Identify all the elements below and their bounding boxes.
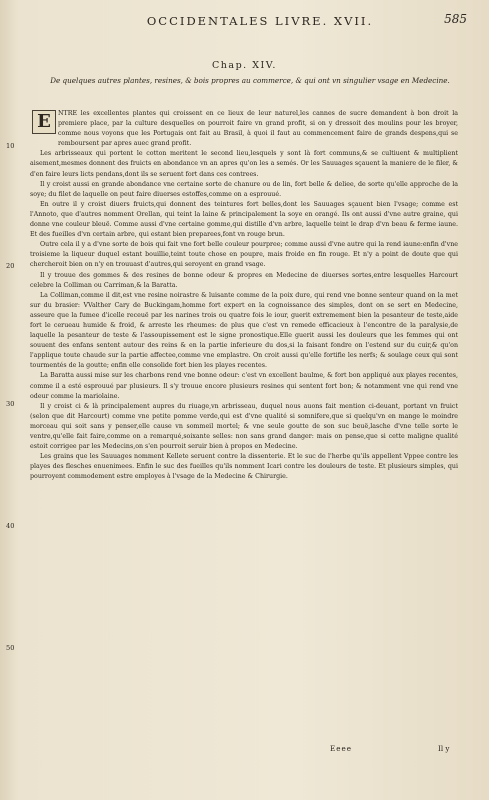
paragraph: La Colliman,comme il dit,est vne resine noirastre & luisante comme de la poix dure, qui rend vne bonne senteur quand on la met sur du brasier: VValther Cary de Buckingam,homme fort expert en la cognoissance des simples, dont on se sert en Medecine, asseure que la fumee d'icelle receuë par les narines trois ou quatre fois le iour, guerit extremement bien la pesanteur de teste,aide fort le cerueau humide & froid, & arreste les rheumes: de plus que c'est vn remede efficacieux à l'encontre de la paralysie,de laquelle la pesanteur de teste & l'assoupissement est le signe pronostique.Elle guerit aussi les douleurs que les femmes qui ont souuent des enfans sentent autour des reins & en la partie inferieure du dos,si la faisant fondre on l'estend sur du cuir,& qu'on l'applique toute chaude sur la partie affectee,comme vne emplastre. On croit aussi qu'elle fortifie les nerfs; & soulage ceux qui sont tourmentés de la goutte; enfin elle consolide fort bien les playes recentes. — [30, 291, 458, 370]
paragraph: Il y croist ci & là principalement aupres du riuage,vn arbrisseau, duquel nous auons fait mention ci-deuant, portant vn fruict (selon que dit Harcourt) comme vne petite pomme verde,qui est d'vne qualité si somnifere,que si quelqu'vn en mange le moindre morceau qui soit sans y penser,elle cause vn sommeil mortel; & vne seule goutte de son suc beuë,lasche d'vne telle sorte le ventre,qu'elle fait faire,comme on a remarqué,soixante selles: non sans grand danger: mais on pense,que si cette maligne qualité estoit corrigee par les Medecins,on s'en pourroit seruir bien à propos en Medecine. — [30, 402, 458, 451]
chapter-label: Chap. XIV. — [212, 60, 277, 71]
margin-line-number: 40 — [6, 522, 15, 530]
paragraph: Outre cela il y a d'vne sorte de bois qui fait vne fort belle couleur pourpree; comme aussi d'vne autre qui la rend iaune:enfin d'vne troisieme la liqueur duquel estant bouillie,teint toute chose en poupre, mais froide en fin rouge. Et n'y a point de doute que qui chercheroit bien on n'y en trouuast d'autres,qui seroyent en grand vsage. — [30, 241, 458, 269]
paragraph: NTRE les excellentes plantes qui croissent en ce lieux de leur naturel,les cannes de sucre demandent à bon droit la premiere place, par la culture desquelles on pourroit faire vn grand profit, si on y dressoit des moulins pour les broyer, comme nous voyons que les Portugais ont fait au Brasil, à quoi il faut au commencement faire de grands despens,qui se remboursent par apres auec grand profit. — [58, 110, 458, 148]
chapter-title: De quelques autres plantes, resines, & bois propres au commerce, & qui ont vn singulier vsage en Medecine. — [50, 76, 450, 85]
margin-line-number: 10 — [6, 142, 15, 150]
paragraph: Il y trouue des gommes & des resines de bonne odeur & propres en Medecine de diuerses sortes,entre lesquelles Harcourt celebre la Colliman ou Carriman,& la Baratta. — [30, 271, 458, 289]
paragraph: Les grains que les Sauuages nomment Kellete seruent contre la dissenterie. Et le suc de l'herbe qu'ils appellent Vppee contre les playes des flesches enuenimees. Enfin le suc des fueilles qu'ils nomment Icari contre les douleurs de teste. Et plusieurs simples, qui pourroyent commodement estre employes à l'vsage de la Medecine & Chirurgie. — [30, 453, 458, 481]
page-number: 585 — [444, 12, 467, 26]
paragraph: Les arbrisseaux qui portent le cotton meritent le second lieu,lesquels y sont là fort communs,& se cultiuent & multiplient aisement,mesmes donnent des fruicts en abondance vn an apres qu'on les a semés. Or les Sauuages sçauent la maniere de le filer, & d'en faire leurs licts pendans,dont ils se seruent fort dans ces contrees. — [30, 150, 458, 178]
paragraph: En outre il y croist diuers fruicts,qui donnent des teintures fort belles,dont les Sauuages sçauent bien l'vsage; comme est l'Annoto, que d'autres nomment Orellan, qui teint la laine & principalement la soye en orangé. Ils ont aussi d'vne autre graine, qui donne vne couleur bleuë. Comme aussi d'vne certaine gomme,qui distille d'vn arbre, laquelle teint le drap d'vn beau & ferme iaune. Et des fueilles d'vn certain arbre, qui estant bien preparees,font vn rouge brun. — [30, 200, 458, 239]
catchword: Il y — [438, 744, 450, 753]
paragraph: Il y croist aussi en grande abondance vne certaine sorte de chanure ou de lin, fort belle & deliee, de sorte qu'elle approche de la soye; du filet de laquelle on peut faire diuerses estoffes,comme on a esprouué. — [30, 180, 458, 198]
margin-line-number: 20 — [6, 262, 15, 270]
signature-mark: Eeee — [330, 744, 353, 753]
body-text — [30, 109, 458, 482]
margin-line-number: 50 — [6, 644, 15, 652]
running-head: OCCIDENTALES LIVRE. XVII. — [146, 14, 374, 28]
paragraph: La Baratta aussi mise sur les charbons rend vne bonne odeur: c'est vn excellent baulme, & fort bon appliqué aux playes recentes, comme il a esté esprouué par plusieurs. Il s'y trouue encore plusieurs resines qui sentent fort bon; & notamment vne qui rend vne odeur comme la mariolaine. — [30, 372, 458, 400]
drop-cap: E — [32, 110, 56, 134]
margin-line-number: 30 — [6, 400, 15, 408]
